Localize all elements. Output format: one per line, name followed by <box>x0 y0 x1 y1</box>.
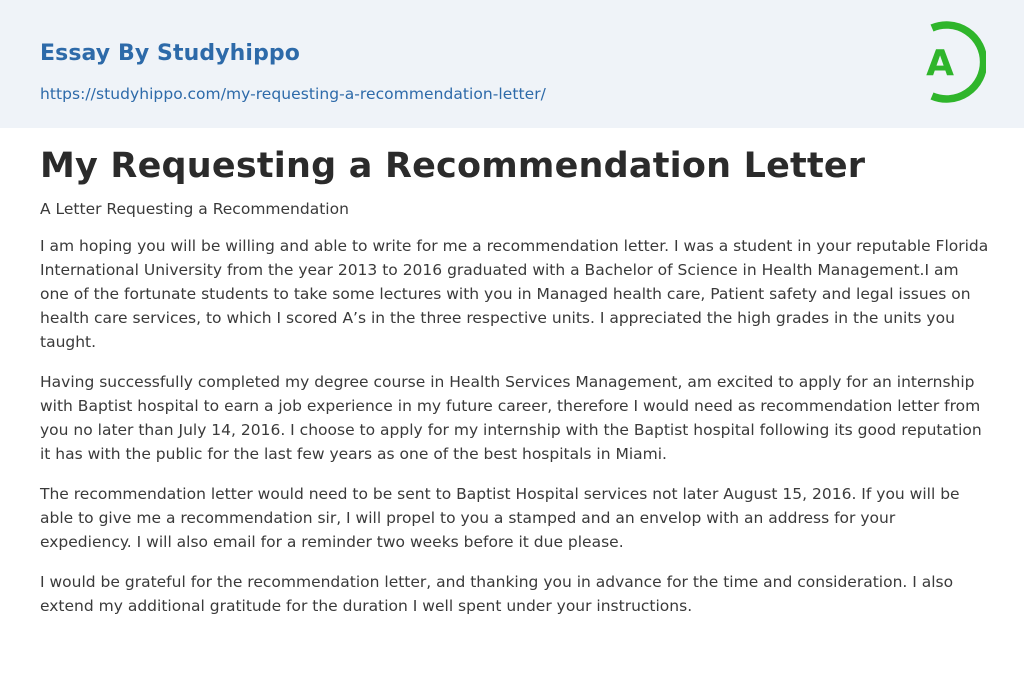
site-header <box>0 0 1024 128</box>
paragraph: I am hoping you will be willing and able to write for me a recommendation letter. I was a student in your reputable Florida International University from the year 2013 to 2016 graduated with a Bachelor of Science in Health Management.I am one of the fortunate students to take some lectures with you in Managed health care, Patient safety and legal issues on health care services, to which I scored A’s in the three respective units. I appreciated the high grades in the units you taught. <box>40 237 989 351</box>
studyhippo-logo-icon[interactable] <box>912 19 986 105</box>
paragraph: I would be grateful for the recommendation letter, and thanking you in advance for the time and consideration. I also extend my additional gratitude for the duration I well spent under your instructions. <box>40 573 954 615</box>
logo-letter: A <box>926 43 954 84</box>
paragraph: Having successfully completed my degree course in Health Services Management, am excited to apply for an internship with Baptist hospital to earn a job experience in my future career, therefore I would need as recommendation letter from you no later than July 14, 2016. I choose to apply for my internship with the Baptist hospital following its good reputation it has with the public for the last few years as one of the best hospitals in Miami. <box>40 373 982 463</box>
page-title: My Requesting a Recommendation Letter <box>40 146 866 186</box>
page-subtitle: A Letter Requesting a Recommendation <box>40 200 349 218</box>
essay-url-link[interactable]: https://studyhippo.com/my-requesting-a-recommendation-letter/ <box>40 85 546 103</box>
site-brand[interactable]: Essay By Studyhippo <box>40 41 300 66</box>
essay-body <box>40 234 990 634</box>
paragraph: The recommendation letter would need to be sent to Baptist Hospital services not later August 15, 2016. If you will be able to give me a recommendation sir, I will propel to you a stamped and an envelop with an address for your expediency. I will also email for a reminder two weeks before it due please. <box>40 485 960 551</box>
